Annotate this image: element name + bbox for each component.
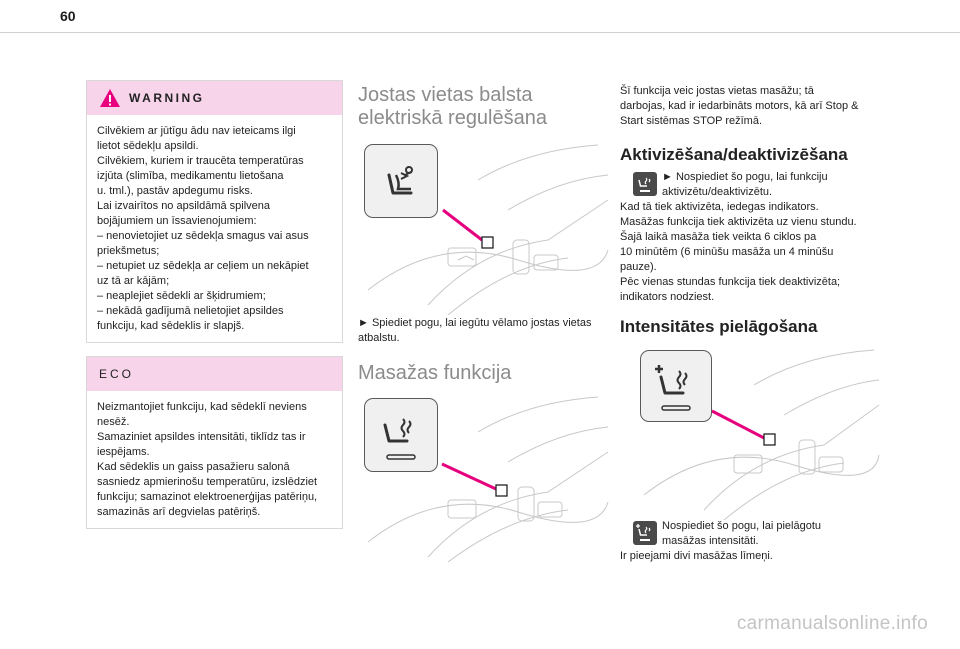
page-number: 60: [60, 8, 76, 24]
eco-line: nesēž.: [97, 416, 130, 428]
warning-line: funkciju, kad sēdeklis ir slapjš.: [97, 320, 245, 332]
activation-line: pauze).: [620, 261, 657, 273]
warning-line: izjūta (slimība, medikamentu lietošana: [97, 170, 284, 182]
lumbar-button-tile: [364, 144, 438, 218]
lumbar-instruction-line1: ► Spiediet pogu, lai iegūtu vēlamo jostas vietas: [358, 317, 592, 329]
massage-button-icon: [633, 172, 657, 196]
eco-line: funkciju; samazinot elektroenerģijas patēriņu,: [97, 491, 318, 503]
header-rule: [0, 32, 960, 33]
massage-heading: Masažas funkcija: [358, 362, 512, 384]
warning-line: Lai izvairītos no apsildāmā spilvena: [97, 200, 271, 212]
intensity-levels: [620, 549, 880, 564]
massage-button-tile: [364, 398, 438, 472]
activation-press-line2: aktivizētu/deaktivizētu.: [662, 186, 773, 198]
intensity-line2: masāžas intensitāti.: [662, 535, 759, 547]
warning-body: [87, 115, 342, 342]
activation-line: Šajā laikā masāža tiek veikta 6 ciklos pa: [620, 231, 817, 243]
intensity-button-tile: [640, 350, 712, 422]
warning-box: [86, 80, 343, 343]
eco-box: [86, 356, 343, 529]
warning-line: lietot sēdekļu apsildi.: [97, 140, 199, 152]
massage-seat-icon: [365, 399, 437, 471]
lumbar-heading: [358, 84, 616, 130]
intensity-small-icon: [633, 521, 657, 545]
eco-body: [87, 391, 342, 528]
lumbar-instruction-line2: atbalstu.: [358, 332, 400, 344]
activation-press-text: [662, 170, 877, 200]
activation-press-line1: ► Nospiediet šo pogu, lai funkciju: [662, 171, 828, 183]
warning-title: WARNING: [129, 91, 205, 105]
massage-small-icon: [633, 172, 657, 196]
warning-header: [87, 81, 342, 115]
eco-title: ECO: [99, 367, 135, 381]
massage-intro-line: Šī funkcija veic jostas vietas masāžu; tā: [620, 85, 814, 97]
activation-line: Masāžas funkcija tiek aktivizēta uz vienu stundu.: [620, 216, 857, 228]
massage-intro: [620, 84, 880, 129]
warning-line: – neaplejiet sēdekli ar šķidrumiem;: [97, 290, 266, 302]
lumbar-heading-line2: elektriskā regulēšana: [358, 107, 547, 129]
activation-line: indikators nodziest.: [620, 291, 715, 303]
lumbar-heading-line1: Jostas vietas balsta: [358, 84, 533, 106]
massage-section: [358, 362, 616, 385]
eco-line: iespējams.: [97, 446, 150, 458]
massage-intro-line: Start sistēmas STOP režīmā.: [620, 115, 763, 127]
warning-line: – nekādā gadījumā nelietojiet apsildes: [97, 305, 284, 317]
warning-line: Cilvēkiem, kuriem ir traucēta temperatūras: [97, 155, 304, 167]
eco-line: sasniedz apmierinošu temperatūru, izslēdziet: [97, 476, 318, 488]
intensity-line1: Nospiediet šo pogu, lai pielāgotu: [662, 520, 822, 532]
intensity-section: [620, 317, 880, 337]
eco-line: Kad sēdeklis un gaiss pasažieru salonā: [97, 461, 290, 473]
warning-line: u. tml.), pastāv apdegumu risks.: [97, 185, 253, 197]
activation-heading: Aktivizēšana/deaktivizēšana: [620, 145, 848, 164]
warning-triangle-icon: [99, 88, 121, 108]
intensity-press-text: [662, 519, 877, 549]
intensity-heading: Intensitātes pielāgošana: [620, 317, 818, 336]
watermark[interactable]: carmanualsonline.info: [736, 613, 928, 634]
intensity-line3: Ir pieejami divi masāžas līmeņi.: [620, 550, 773, 562]
warning-line: uz tā ar kājām;: [97, 275, 170, 287]
massage-intro-line: darbojas, kad ir iedarbināts motors, kā arī Stop &: [620, 100, 859, 112]
eco-line: samazinās arī degvielas patēriņš.: [97, 506, 261, 518]
eco-header: [87, 357, 342, 391]
lumbar-instruction: [358, 316, 616, 346]
activation-line: Kad tā tiek aktivizēta, iedegas indikators.: [620, 201, 819, 213]
warning-line: Cilvēkiem ar jūtīgu ādu nav ieteicams ilgi: [97, 125, 296, 137]
massage-intensity-icon: [641, 351, 711, 421]
activation-section: [620, 145, 880, 165]
warning-line: priekšmetus;: [97, 245, 160, 257]
activation-body: [620, 200, 880, 305]
lumbar-section: [358, 84, 616, 130]
activation-line: Pēc vienas stundas funkcija tiek deaktivizēta;: [620, 276, 841, 288]
activation-line: 10 minūtēm (6 minūšu masāža un 4 minūšu: [620, 246, 834, 258]
warning-line: bojājumiem un īssavienojumiem:: [97, 215, 257, 227]
warning-line: – netupiet uz sēdekļa ar ceļiem un nekāpiet: [97, 260, 309, 272]
eco-line: Neizmantojiet funkciju, kad sēdeklī neviens: [97, 401, 307, 413]
lumbar-seat-icon: [365, 145, 437, 217]
warning-line: – nenovietojiet uz sēdekļa smagus vai asus: [97, 230, 309, 242]
eco-line: Samaziniet apsildes intensitāti, tiklīdz tas ir: [97, 431, 306, 443]
intensity-button-icon: [633, 521, 657, 545]
